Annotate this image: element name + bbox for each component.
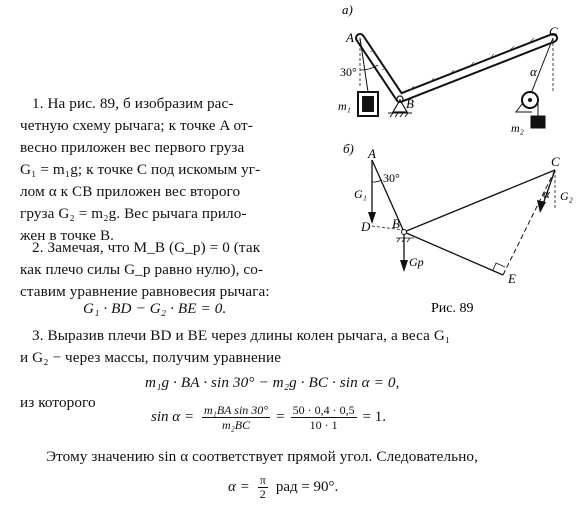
lever-bc xyxy=(404,170,555,232)
paragraph-3 xyxy=(20,325,451,369)
label-b-A: A xyxy=(368,146,376,161)
panel-a-label: а) xyxy=(342,2,353,17)
p2-line: ставим уравнение равновесия рычага: xyxy=(20,283,270,300)
p1-line: 1. На рис. 89, б изобразим рас- xyxy=(32,95,234,112)
p1-line: лом α к CB приложен вес второго xyxy=(20,183,241,200)
panel-b-label: б) xyxy=(343,141,354,156)
mass-m1-fill xyxy=(362,96,374,112)
arrow-g2 xyxy=(537,200,546,213)
eq4-lhs: α = xyxy=(228,479,250,495)
eq3-frac2-den: 10 · 1 xyxy=(309,418,338,432)
p1-line: весно приложен вес первого груза xyxy=(20,139,245,156)
label-a-C: C xyxy=(549,24,558,39)
label-b-B: B xyxy=(392,216,400,231)
equation-2: m₁g · BA · sin 30° − m₂g · BC · sin α = 0, xyxy=(145,374,400,391)
pulley-axle xyxy=(528,98,532,102)
eq4-num: π xyxy=(259,473,266,487)
mass-m2 xyxy=(531,116,545,128)
equation-3 xyxy=(151,403,386,432)
eq3-lhs: sin α = xyxy=(151,409,195,425)
label-b-alpha: α xyxy=(543,186,550,201)
eq3-fraction-2 xyxy=(291,403,357,432)
p1-line: G₁ = m₁g; к точке C под искомым уг- xyxy=(20,161,261,178)
figure-caption: Рис. 89 xyxy=(431,301,474,316)
eq4-den: 2 xyxy=(259,487,266,501)
label-b-C: C xyxy=(551,154,560,169)
label-b-G2: G₂ xyxy=(560,189,573,203)
eq4-fraction xyxy=(258,474,268,501)
arrow-gp xyxy=(400,260,408,272)
p3-line: 3. Выразив плечи BD и BE через длины колен рычага, а веса G₁ xyxy=(32,327,451,344)
eq3-frac2-num: 50 · 0,4 · 0,5 xyxy=(292,403,355,417)
right-angle-e xyxy=(493,263,505,270)
paragraph-2 xyxy=(20,237,270,303)
paragraph-4: Этому значению sin α соответствует прямой угол. Следовательно, xyxy=(46,448,479,465)
label-b-Gp: Gp xyxy=(409,255,424,269)
p3-line: и G₂ − через массы, получим уравнение xyxy=(20,349,282,366)
label-b-D: D xyxy=(361,219,371,234)
label-a-m2: m₂ xyxy=(511,121,524,135)
eq3-frac1-den: m₂BC xyxy=(221,418,251,432)
p1-line: груза G₂ = m₂g. Вес рычага прило- xyxy=(20,205,247,222)
angle-arc-b xyxy=(372,180,382,182)
eq3-frac1-num: m₁BA sin 30° xyxy=(204,403,269,417)
label-a-A: A xyxy=(346,30,354,45)
label-a-B: B xyxy=(406,96,414,111)
equation-4 xyxy=(228,474,338,501)
eq4-rhs: рад = 90°. xyxy=(275,479,339,495)
eq3-fraction-1 xyxy=(202,403,270,432)
p1-line: жен в точке B. xyxy=(20,227,115,244)
label-a-angle: 30° xyxy=(340,65,357,79)
label-b-angle: 30° xyxy=(383,171,400,185)
label-b-G1: G₁ xyxy=(354,187,367,201)
p2-line: 2. Замечая, что M_B (G_p) = 0 (так xyxy=(32,239,261,256)
equals-sign: = xyxy=(276,409,285,425)
from-which: из которого xyxy=(20,394,96,411)
support-b-hatch xyxy=(396,238,414,242)
pivot-b-scheme xyxy=(402,230,407,235)
ground-hatch xyxy=(388,113,412,117)
paragraph-1 xyxy=(20,93,261,247)
label-a-alpha: α xyxy=(530,64,537,79)
label-a-m1: m₁ xyxy=(338,99,351,113)
p2-line: как плечо силы G_p равно нулю), со- xyxy=(20,261,264,278)
p1-line: четную схему рычага; к точке A от- xyxy=(20,117,253,134)
eq3-rhs: = 1. xyxy=(362,409,387,425)
label-b-E: E xyxy=(508,271,516,286)
lever-a xyxy=(360,38,553,98)
equation-1: G₁ · BD − G₂ · BE = 0. xyxy=(83,300,227,317)
